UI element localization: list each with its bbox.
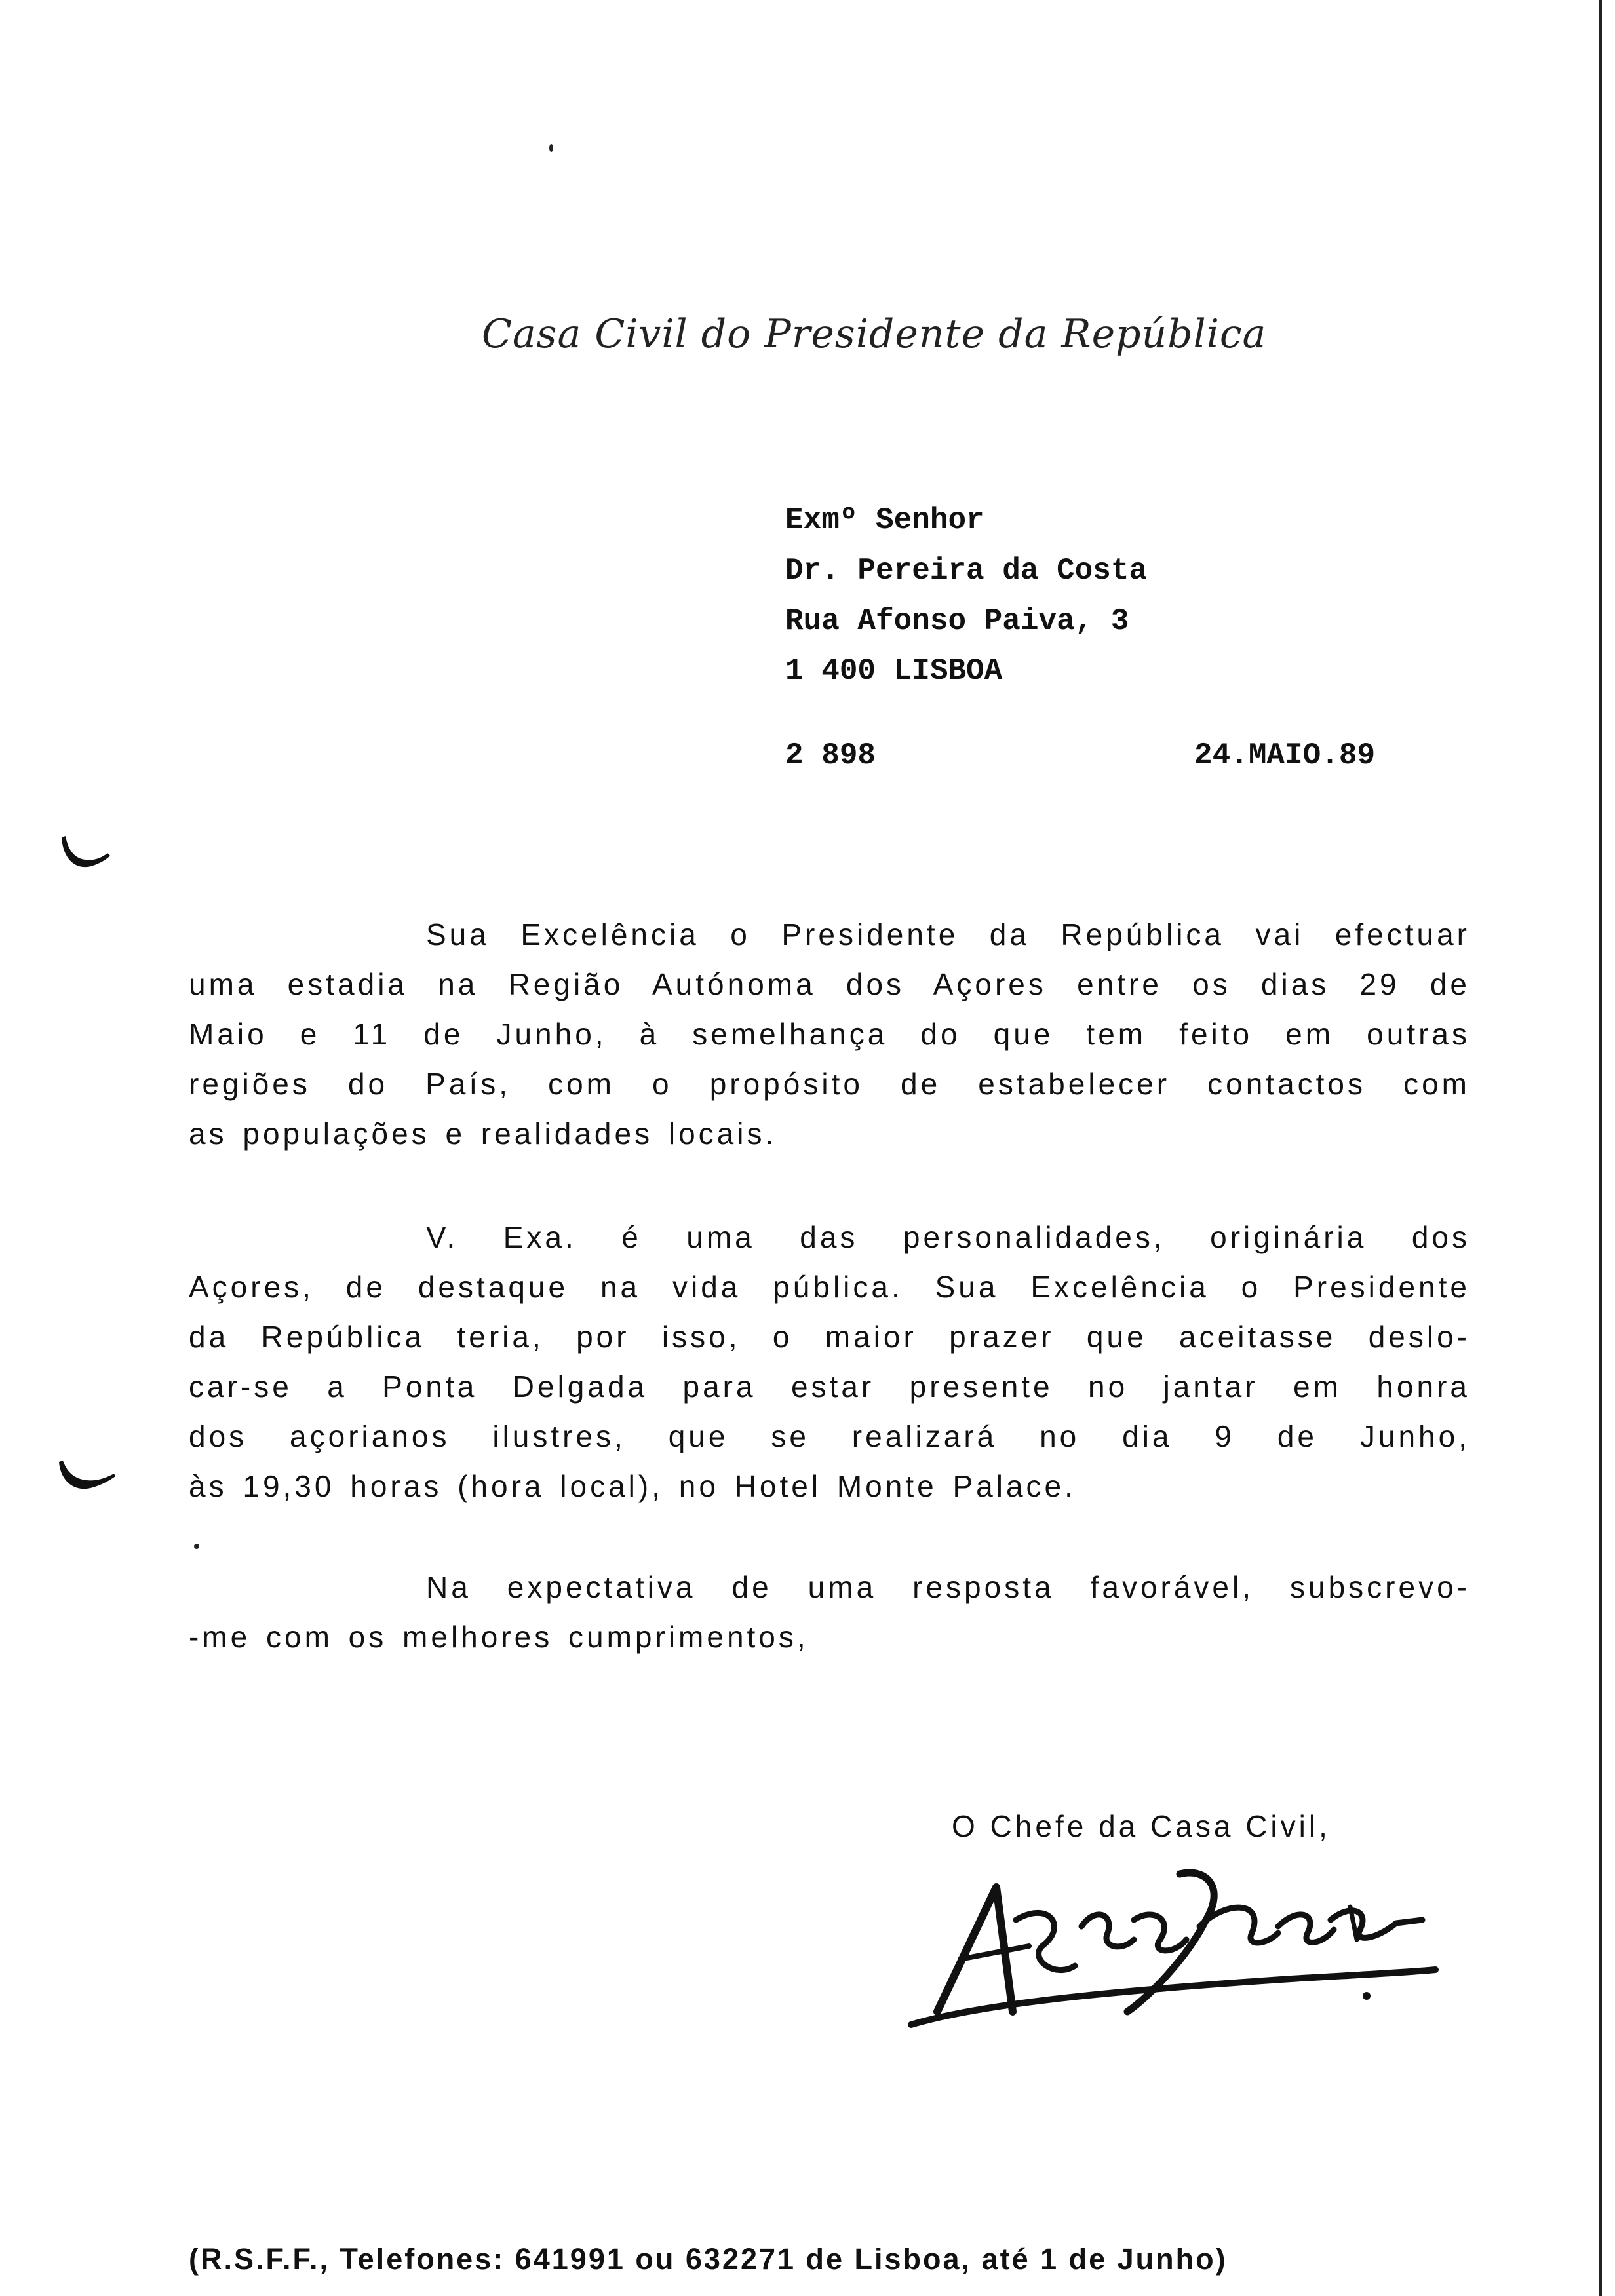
- ink-speck-mark: [548, 143, 555, 153]
- body-paragraph: [189, 1212, 1470, 1511]
- recipient-line: 1 400 LISBOA: [785, 654, 1003, 688]
- footer-note: (R.S.F.F., Telefones: 641991 ou 632271 de Lisboa, até 1 de Junho): [189, 2242, 1228, 2276]
- paragraph-line: V. Exa. é uma das personalidades, originária dos: [426, 1220, 1470, 1254]
- paragraph-line: Sua Excelência o Presidente da República vai efectuar: [426, 917, 1470, 951]
- letter-date: 24.MAIO.89: [1194, 738, 1376, 773]
- recipient-line: Rua Afonso Paiva, 3: [785, 604, 1129, 638]
- signature-mark: [898, 1848, 1449, 2044]
- body-paragraph: [189, 1562, 1470, 1662]
- reference-number: 2 898: [785, 738, 876, 773]
- paragraph-line: car-se a Ponta Delgada para estar presente no jantar em honra: [189, 1369, 1470, 1404]
- recipient-line: Dr. Pereira da Costa: [785, 554, 1148, 588]
- punch-hole-mark: [50, 1458, 122, 1504]
- paragraph-line: uma estadia na Região Autónoma dos Açores entre os dias 29 de: [189, 967, 1470, 1001]
- body-paragraph: [189, 909, 1470, 1158]
- paragraph-line: Maio e 11 de Junho, à semelhança do que tem feito em outras: [189, 1017, 1470, 1051]
- paragraph-line: -me com os melhores cumprimentos,: [189, 1620, 809, 1654]
- paragraph-line: as populações e realidades locais.: [189, 1117, 777, 1151]
- recipient-line: Exmº Senhor: [785, 503, 984, 537]
- page-edge-line: [1599, 0, 1602, 2296]
- paragraph-line: da República teria, por isso, o maior prazer que aceitasse deslo-: [189, 1320, 1470, 1354]
- paragraph-line: regiões do País, com o propósito de estabelecer contactos com: [189, 1067, 1470, 1101]
- letterhead: Casa Civil do Presidente da República: [482, 311, 1267, 357]
- paragraph-line: dos açorianos ilustres, que se realizará no dia 9 de Junho,: [189, 1419, 1470, 1453]
- paragraph-line: às 19,30 horas (hora local), no Hotel Monte Palace.: [189, 1469, 1076, 1503]
- ink-speck-mark: [193, 1543, 200, 1550]
- punch-hole-mark: [55, 832, 114, 878]
- closing-title: O Chefe da Casa Civil,: [952, 1809, 1331, 1843]
- paragraph-line: Na expectativa de uma resposta favorável, subscrevo-: [426, 1570, 1470, 1604]
- paragraph-line: Açores, de destaque na vida pública. Sua Excelência o Presidente: [189, 1270, 1470, 1304]
